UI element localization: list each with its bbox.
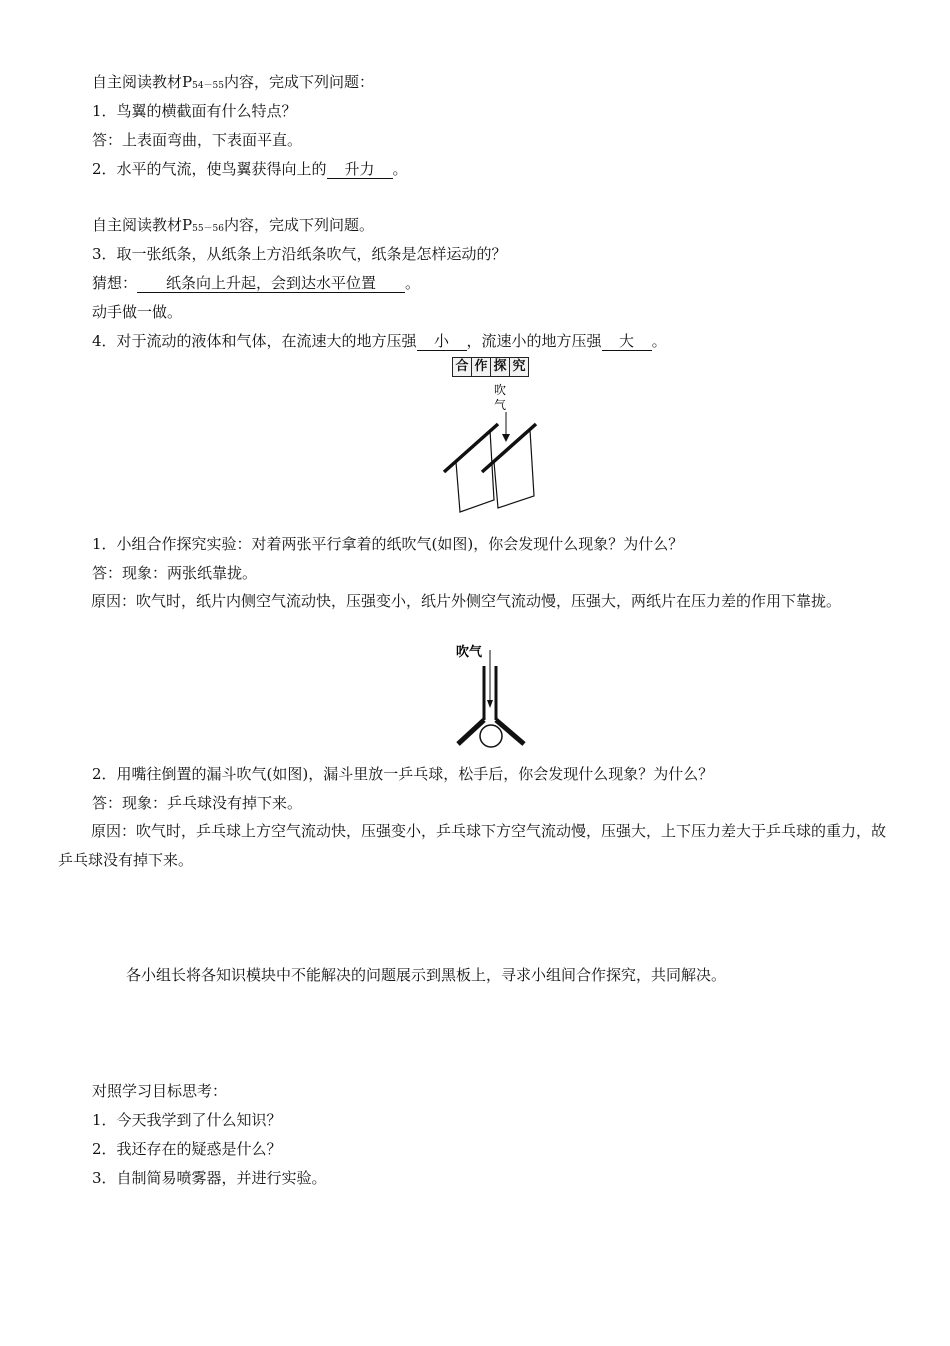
display-instruction: 各小组长将各知识模块中不能解决的问题展示到黑板上，寻求小组间合作探究，共同解决。 bbox=[126, 966, 727, 984]
reflection-item: 3．自制简易喷雾器，并进行实验。 bbox=[92, 1169, 327, 1187]
section2-intro: 自主阅读教材$P_{55-56}$内容，完成下列问题。 bbox=[92, 216, 375, 234]
question-4: 4．对于流动的液体和气体，在流速大的地方压强 小 ，流速小的地方压强 大 。 bbox=[92, 332, 667, 350]
coop-question-2: 2．用嘴往倒置的漏斗吹气(如图)，漏斗里放一乒乓球，松手后，你会发现什么现象？为什么？ bbox=[92, 765, 714, 783]
reflection-item: 2．我还存在的疑惑是什么？ bbox=[92, 1140, 282, 1158]
funnel-figure bbox=[448, 640, 548, 752]
question-3: 3．取一张纸条，从纸条上方沿纸条吹气，纸条是怎样运动的？ bbox=[92, 245, 507, 263]
coop-answer-2: 答：现象：乒乓球没有掉下来。 bbox=[92, 794, 303, 812]
answer-blank-guess: 纸条向上升起，会到达水平位置 bbox=[137, 274, 405, 293]
question-1: 1．鸟翼的横截面有什么特点？ bbox=[92, 102, 297, 120]
coop-reason-2: 原因：吹气时，乒乓球上方空气流动快，压强变小，乒乓球下方空气流动慢，压强大，上下压力差大于乒乓球的重力，故乒乓球没有掉下来。 bbox=[58, 822, 887, 869]
page-range: 55－56 bbox=[192, 224, 224, 234]
question-2: 2．水平的气流，使鸟翼获得向上的 升力 。 bbox=[92, 160, 408, 178]
guess-line: 猜想： 纸条向上升起，会到达水平位置 。 bbox=[92, 274, 421, 292]
funnel-label-blow-air: 吹气 bbox=[456, 645, 483, 660]
page-range: 54－55 bbox=[192, 81, 224, 91]
reflection-item: 1．今天我学到了什么知识？ bbox=[92, 1111, 282, 1129]
coop-reason-1: 原因：吹气时，纸片内侧空气流动快，压强变小，纸片外侧空气流动慢，压强大，两纸片在压力差的作用下靠拢。 bbox=[91, 592, 842, 610]
answer-1: 答：上表面弯曲，下表面平直。 bbox=[92, 131, 303, 149]
coop-answer-1: 答：现象：两张纸靠拢。 bbox=[92, 564, 258, 582]
ping-pong-ball bbox=[480, 725, 502, 747]
reflection-title: 对照学习目标思考： bbox=[92, 1082, 228, 1100]
figure-label-air: 气 bbox=[493, 398, 507, 412]
answer-blank-large: 大 bbox=[602, 332, 652, 351]
figure-label-blow: 吹 bbox=[493, 383, 507, 397]
cooperative-inquiry-badge: 合 作 探 究 bbox=[452, 357, 529, 377]
arrow-head bbox=[502, 434, 510, 442]
section1-intro: 自主阅读教材$P_{54-55}$内容，完成下列问题： bbox=[92, 73, 375, 91]
two-papers-figure bbox=[438, 380, 548, 518]
answer-blank-small: 小 bbox=[417, 332, 467, 351]
answer-blank-lift: 升力 bbox=[327, 160, 393, 179]
try-it: 动手做一做。 bbox=[92, 303, 183, 321]
coop-question-1: 1．小组合作探究实验：对着两张平行拿着的纸吹气(如图)，你会发现什么现象？为什么？ bbox=[92, 535, 684, 553]
funnel-arrow-head bbox=[487, 700, 493, 708]
